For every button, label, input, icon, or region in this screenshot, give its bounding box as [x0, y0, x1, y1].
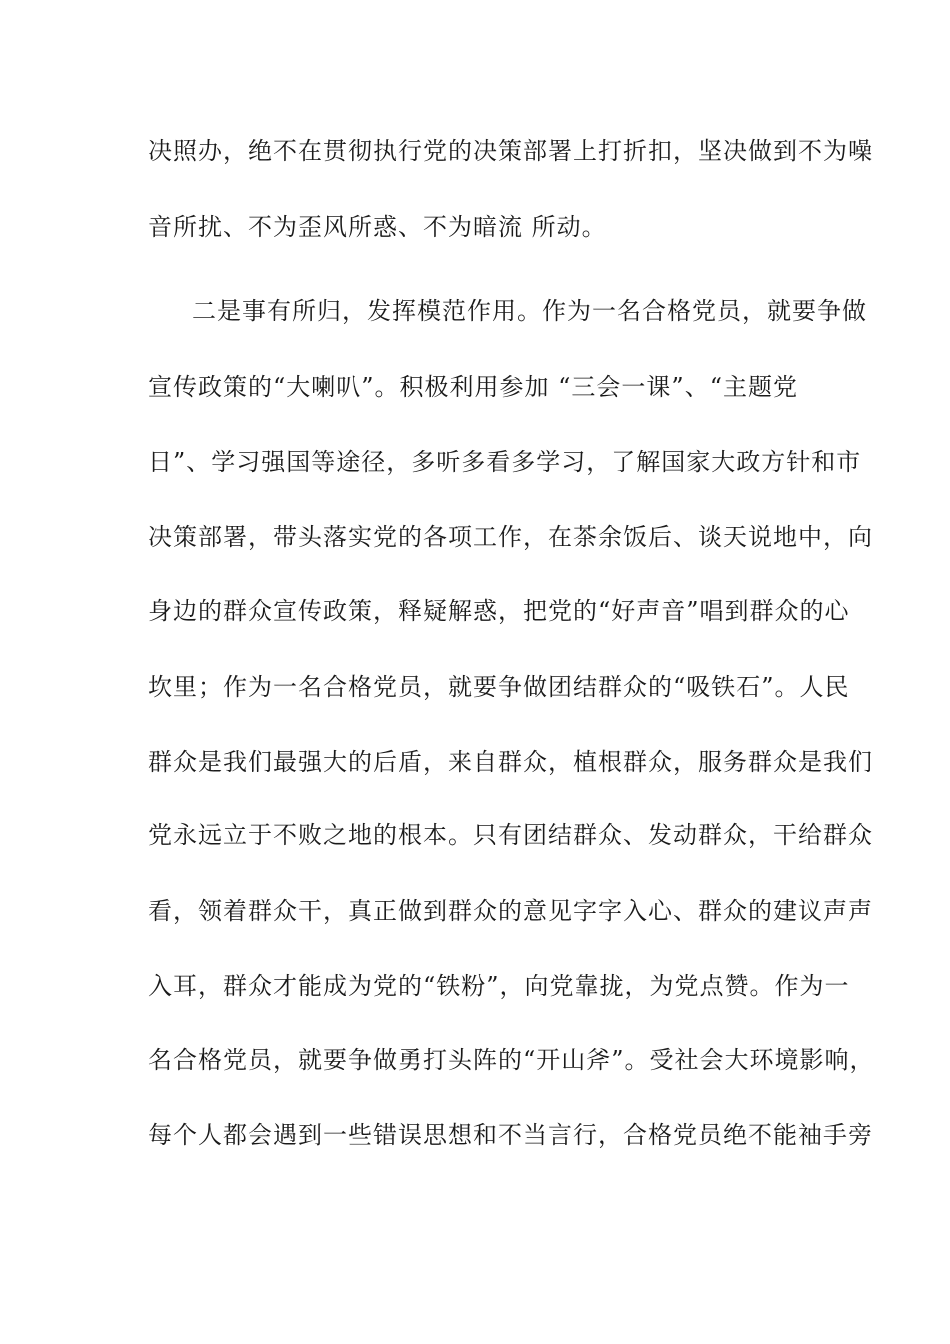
text-line-10: 党永远立于不败之地的根本。只有团结群众、发动群众，干给群众: [148, 821, 873, 849]
text-line-1: 决照办，绝不在贯彻执行党的决策部署上打折扣，坚决做到不为噪: [148, 137, 873, 165]
text-line-14: 每个人都会遇到一些错误思想和不当言行，合格党员绝不能袖手旁: [148, 1121, 873, 1149]
text-line-9: 群众是我们最强大的后盾，来自群众，植根群众，服务群众是我们: [148, 748, 873, 776]
text-line-11: 看，领着群众干，真正做到群众的意见字字入心、群众的建议声声: [148, 897, 873, 925]
text-line-6: 决策部署，带头落实党的各项工作，在茶余饭后、谈天说地中，向: [148, 523, 873, 551]
text-line-5: 日”、学习强国等途径，多听多看多学习，了解国家大政方针和市: [148, 448, 862, 476]
text-line-2: 音所扰、不为歪风所惑、不为暗流 所动。: [148, 213, 607, 241]
text-line-4: 宣传政策的“大喇叭”。积极利用参加 “三会一课”、“主题党: [148, 373, 798, 401]
text-line-12: 入耳，群众才能成为党的“铁粉”，向党靠拢，为党点赞。作为一: [148, 972, 850, 1000]
paragraph-start-line: 二是事有所归，发挥模范作用。作为一名合格党员，就要争做: [192, 297, 867, 325]
text-line-7: 身边的群众宣传政策，释疑解惑，把党的“好声音”唱到群众的心: [148, 597, 850, 625]
text-line-8: 坎里；作为一名合格党员，就要争做团结群众的“吸铁石”。人民: [148, 673, 850, 701]
text-line-13: 名合格党员，就要争做勇打头阵的“开山斧”。受社会大环境影响，: [148, 1046, 875, 1074]
